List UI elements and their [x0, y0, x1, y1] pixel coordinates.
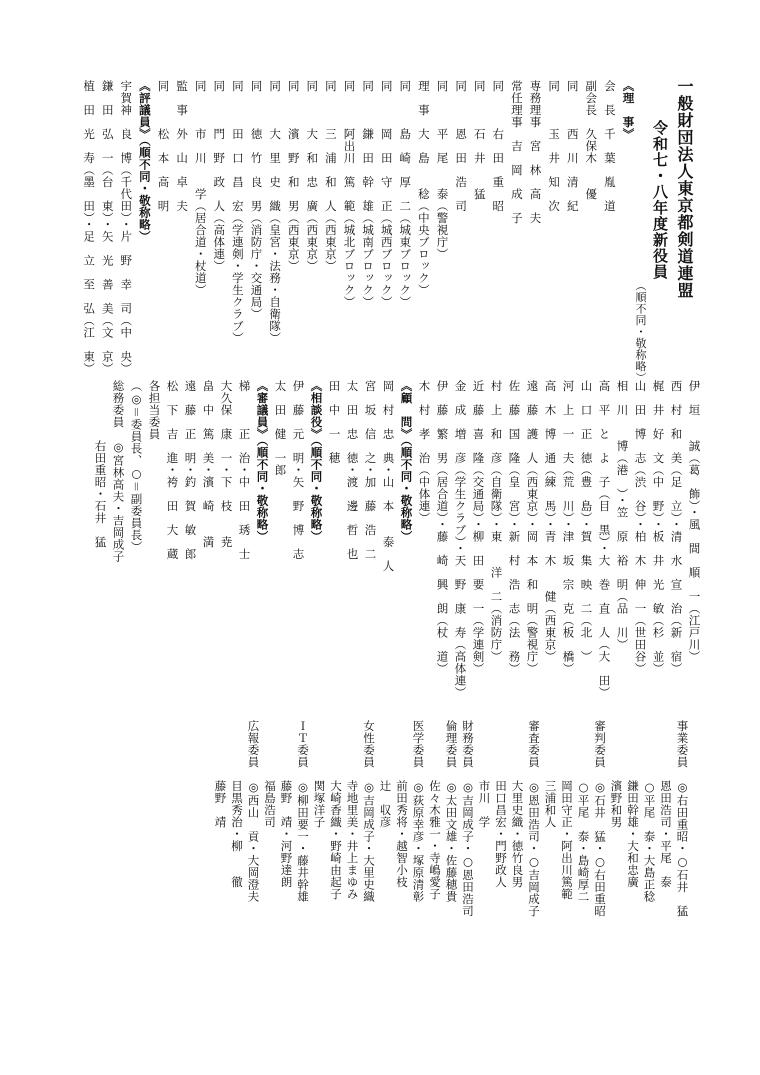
- section2-line: 高 平 と よ 子（目 黒）・大 巻 直 人（大 田）: [597, 380, 612, 699]
- section2-line: 《顧 問》（順不同・敬称略）: [399, 380, 414, 543]
- section3-line: ○平尾 泰・島崎厚二: [576, 720, 591, 903]
- section3-line: 目黒秀治・柳 徹: [230, 720, 244, 888]
- section1-line: 《評議員》（順不同・敬称略）: [137, 80, 152, 243]
- section3-line: 広報委員 ◎西山 貢・大岡澄夫: [246, 720, 261, 903]
- section1-line: 同 岡 田 守 正（城西ブロック）: [379, 80, 394, 308]
- section3-line: 医学委員 ◎荻原幸彦・塚原清彰: [411, 720, 426, 903]
- section1-line: 専務理事 宮 林 高 夫: [528, 80, 543, 224]
- section1-line: 同 大 和 忠 廣（西東京）: [305, 80, 320, 272]
- section1-line: 同 阿出川 篤 範（城北ブロック）: [342, 80, 357, 308]
- section3-line: 鎌田幹雄・大和忠廣: [626, 720, 640, 888]
- section1-line: 同 西 川 清 紀: [565, 80, 580, 212]
- section3-line: 女性委員 ◎吉岡成子・大里史織: [362, 720, 376, 903]
- section3-line: 福島浩司: [263, 720, 277, 828]
- section2-line: 各担当委員: [147, 380, 162, 440]
- section3-line: 藤野 靖・河野達朗: [279, 720, 294, 888]
- section2-line: 右田重昭・石井 猛: [93, 380, 108, 548]
- section3-line: 岡田守正・阿出川篤範: [560, 720, 574, 900]
- section2-line: 《相談役》（順不同・敬称略）: [309, 380, 324, 543]
- section3-line: 財務委員 ◎吉岡成子・○恩田浩司: [461, 720, 475, 917]
- section2-line: 山 田 博 志（渋 谷）・柏 木 伸 一（世田谷）: [633, 380, 648, 675]
- section2-line: 高 木 博 通（練 馬）・青 木 健（西東京）: [543, 380, 558, 663]
- section1-line: 同 右 田 重 昭: [491, 80, 506, 212]
- section1-line: 同 平 尾 泰（警視庁）: [435, 80, 450, 260]
- section2-line: 金 成 増 彦（学生クラブ）・天 野 康 寿（高体連）: [453, 380, 468, 699]
- document-subtitle: 令和七・八年度新役員: [651, 120, 669, 280]
- section1-line: 同 島 崎 厚 二（城東ブロック）: [398, 80, 413, 308]
- section3-line: 田口昌宏・門野政人: [494, 720, 508, 888]
- section1-line: 同 徳 竹 良 男（消防庁・交通局）: [249, 80, 264, 320]
- section1-line: 同 田 口 昌 宏（学連剣・学生クラブ）: [230, 80, 245, 344]
- section1-line: 同 門 野 政 人（高体連）: [212, 80, 227, 272]
- section1-line: 同 大 里 史 織（皇宮・法務・自衛隊）: [268, 80, 283, 344]
- section3-line: 大里史織・徳竹良男: [510, 720, 525, 888]
- section1-line: 宇賀神 良 博（千代田）・片 野 幸 司（中 央）: [119, 80, 134, 375]
- section2-line: 遠 藤 正 明・釣 賀 敏 郎: [183, 380, 198, 560]
- section1-line: 同 三 浦 和 人（西東京）: [323, 80, 338, 272]
- section3-line: 恩田浩司・平尾 泰: [659, 720, 673, 888]
- section2-line: （◎＝委員長、○＝副委員長）: [129, 380, 144, 553]
- section2-line: 太 田 忠 徳・渡 邊 哲 也: [345, 380, 360, 560]
- section2-line: 伊 藤 繁 男（居合道）・藤 崎 興 朗（杖 道）: [435, 380, 450, 675]
- section1-line: 同 鎌 田 幹 雄（城南ブロック）: [361, 80, 376, 308]
- section2-line: 木 村 孝 治（中体連）: [417, 380, 432, 524]
- section3-line: 関塚洋子: [312, 720, 327, 828]
- section2-line: 宮 坂 信 之・加 藤 浩 二: [363, 380, 378, 560]
- section3-line: 事業委員 ◎右田重昭・○石井 猛: [675, 720, 690, 917]
- section2-line: 畠 中 篤 美・濱 崎 満: [201, 380, 216, 548]
- section2-line: 佐 藤 国 隆（皇 宮）・新 村 浩 志（法 務）: [507, 380, 522, 675]
- section3-line: 大崎香織・野崎由起子: [329, 720, 343, 900]
- section3-line: 倫理委員 ◎太田文雄・佐藤穂貴: [444, 720, 459, 903]
- section2-line: 松 下 吉 進・袴 田 大 蔵: [165, 380, 180, 560]
- section3-line: 濱野和男: [609, 720, 624, 828]
- section2-line: 山 口 正 徳（豊 島）・賀 集 映 二（北 ）: [579, 380, 594, 663]
- section3-line: 市川 学: [477, 720, 492, 828]
- section1-line: 鎌 田 弘 一（台 東）・矢 光 善 美（文 京）: [100, 80, 115, 375]
- section1-line: 会 長 千 葉 胤 道: [602, 80, 617, 212]
- section2-line: 総務委員 ◎宮林高夫・吉岡成子: [111, 380, 126, 563]
- section3-line: 審判委員 ◎石井 猛・○右田重昭: [593, 720, 607, 917]
- section1-line: 同 濱 野 和 男（西東京）: [286, 80, 301, 272]
- section1-line: 《理 事》: [621, 80, 636, 140]
- section1-line: 副会長 久保木 優: [584, 80, 599, 200]
- section2-line: 梯 正 治・中 田 琇 士: [237, 380, 252, 560]
- section2-line: 岡 村 忠 典・山 本 泰 人: [381, 380, 396, 572]
- section3-line: ○平尾 泰・大島正稔: [642, 720, 657, 903]
- section1-line: 常任理事 吉 岡 成 子: [509, 80, 524, 224]
- section2-line: 伊 藤 元 明・矢 野 博 志: [291, 380, 306, 560]
- section1-line: 植 田 光 寿（墨 田）・足 立 至 弘（江 東）: [82, 80, 97, 375]
- order-note: （順不同・敬称略）: [634, 280, 647, 384]
- section1-line: 理 事 大 島 稔（中央ブロック）: [416, 80, 431, 296]
- section1-line: 同 石 井 猛: [472, 80, 487, 200]
- section1-line: 同 玉 井 知 次: [547, 80, 562, 212]
- section2-line: 田 中 一 穂: [327, 380, 342, 464]
- section3-line: 辻 収彦: [378, 720, 393, 828]
- section3-line: 藤野 靖: [213, 720, 228, 828]
- section2-line: 河 上 一 夫（荒 川）・津 坂 宗 克（板 橋）: [561, 380, 576, 675]
- section3-line: 審査委員 ◎恩田浩司・○吉岡成子: [527, 720, 541, 917]
- section1-line: 同 市 川 学（居合道・杖道）: [193, 80, 208, 296]
- section2-line: 村 上 和 彦（自衛隊）・東 洋 二（消防庁）: [489, 380, 504, 663]
- section2-line: 梶 井 好 文（中 野）・板 井 光 敏（杉 並）: [651, 380, 666, 675]
- section1-line: 監 事 外 山 卓 夫: [175, 80, 190, 212]
- section2-line: 伊 垣 誠（葛 飾）・風 間 順 一（江戸川）: [687, 380, 702, 663]
- section2-line: 近 藤 喜 隆（交通局）・柳 田 要 一（学連剣）: [471, 380, 486, 675]
- section2-line: 遠 藤 護 人（西東京）・岡 本 和 明（警視庁）: [525, 380, 540, 675]
- section1-line: 同 松 本 高 明: [156, 80, 171, 212]
- section1-line: 同 恩 田 浩 司: [454, 80, 469, 212]
- section3-line: 前田秀将・越智小枝: [395, 720, 409, 888]
- section3-line: 佐々木雅一・寺嶋愛子: [428, 720, 442, 900]
- section3-line: 三浦和人: [543, 720, 558, 828]
- section2-line: 《審議員》（順不同・敬称略）: [255, 380, 270, 543]
- section2-line: 西 村 和 美（足 立）・清 水 宣 治（新 宿）: [669, 380, 684, 675]
- section2-line: 大久保 康 一・下 枝 尭: [219, 380, 234, 548]
- document-title: 一般財団法人東京都剣道連盟: [675, 78, 694, 299]
- section2-line: 相 川 博（港 ）・笠 原 裕 明（品 川）: [615, 380, 630, 651]
- section2-line: 太 田 健 一郎: [273, 380, 288, 476]
- section3-line: ＩＴ委員 ◎柳田要一・藤井幹雄: [296, 720, 310, 903]
- section3-line: 寺地里美・井上まゆみ: [345, 720, 360, 900]
